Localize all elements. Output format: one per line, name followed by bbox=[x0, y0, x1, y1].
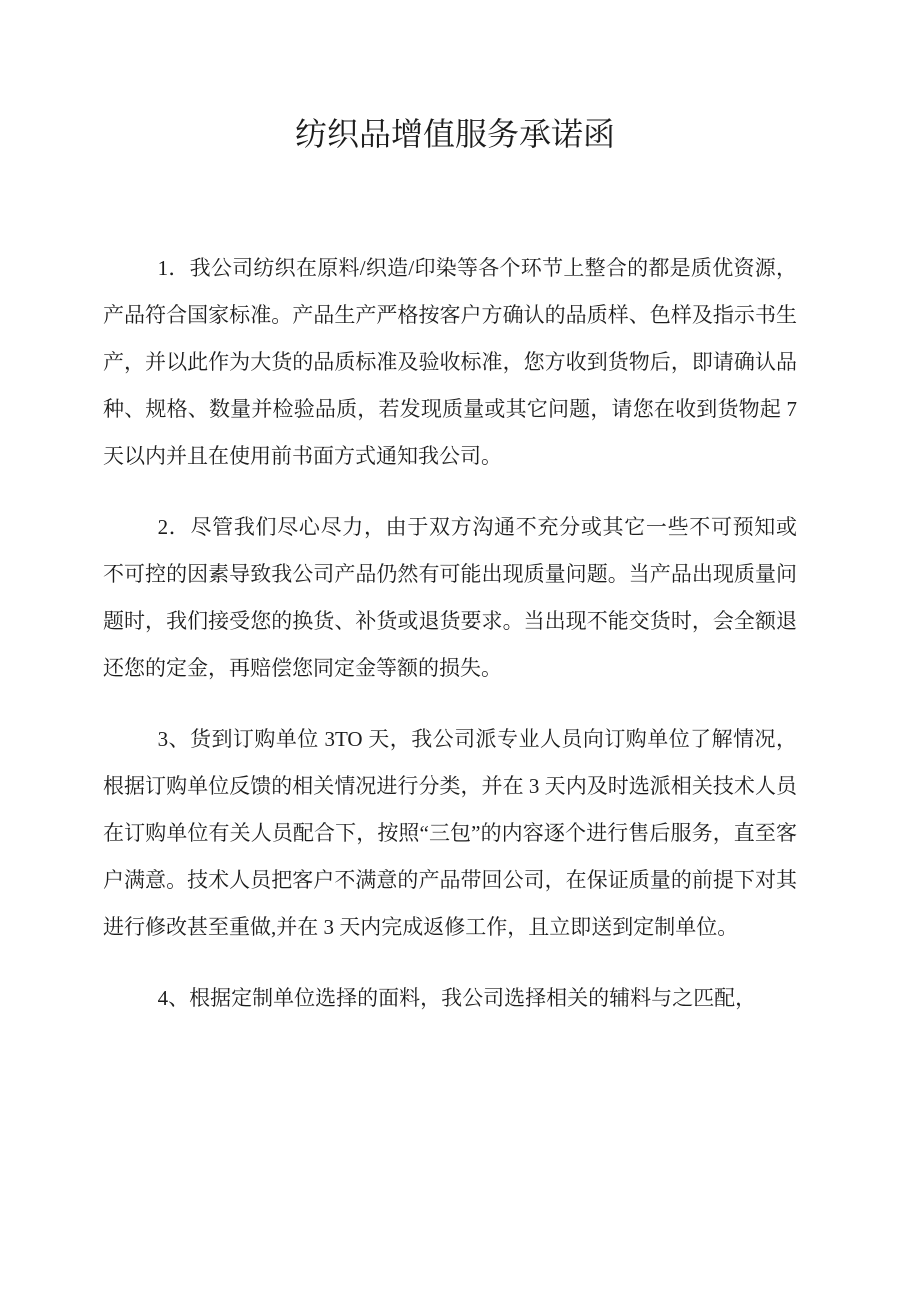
document-body bbox=[103, 245, 797, 1022]
paragraph-3: 3、货到订购单位 3TO 天，我公司派专业人员向订购单位了解情况，根据订购单位反馈的相关情况进行分类，并在 3 天内及时选派相关技术人员在订购单位有关人员配合下，按照“三包”的内容逐个进行售后服务，直至客户满意。技术人员把客户不满意的产品带回公司，在保证质量的前提下对其进行修改甚至重做,并在 3 天内完成返修工作，且立即送到定制单位。 bbox=[103, 727, 797, 939]
document-title: 纺织品增值服务承诺函 bbox=[294, 116, 615, 152]
paragraph-2: 2．尽管我们尽心尽力，由于双方沟通不充分或其它一些不可预知或不可控的因素导致我公司产品仍然有可能出现质量问题。当产品出现质量问题时，我们接受您的换货、补货或退货要求。当出现不能交货时，会全额退还您的定金，再赔偿您同定金等额的损失。 bbox=[103, 515, 797, 680]
paragraph-4: 4、根据定制单位选择的面料，我公司选择相关的辅料与之匹配， bbox=[157, 986, 757, 1010]
paragraph-1: 1．我公司纺织在原料/织造/印染等各个环节上整合的都是质优资源，产品符合国家标准。产品生产严格按客户方确认的品质样、色样及指示书生产，并以此作为大货的品质标准及验收标准，您方收到货物后，即请确认品种、规格、数量并检验品质，若发现质量或其它问题，请您在收到货物起 7 天以内并且在使用前书面方式通知我公司。 bbox=[103, 256, 797, 468]
